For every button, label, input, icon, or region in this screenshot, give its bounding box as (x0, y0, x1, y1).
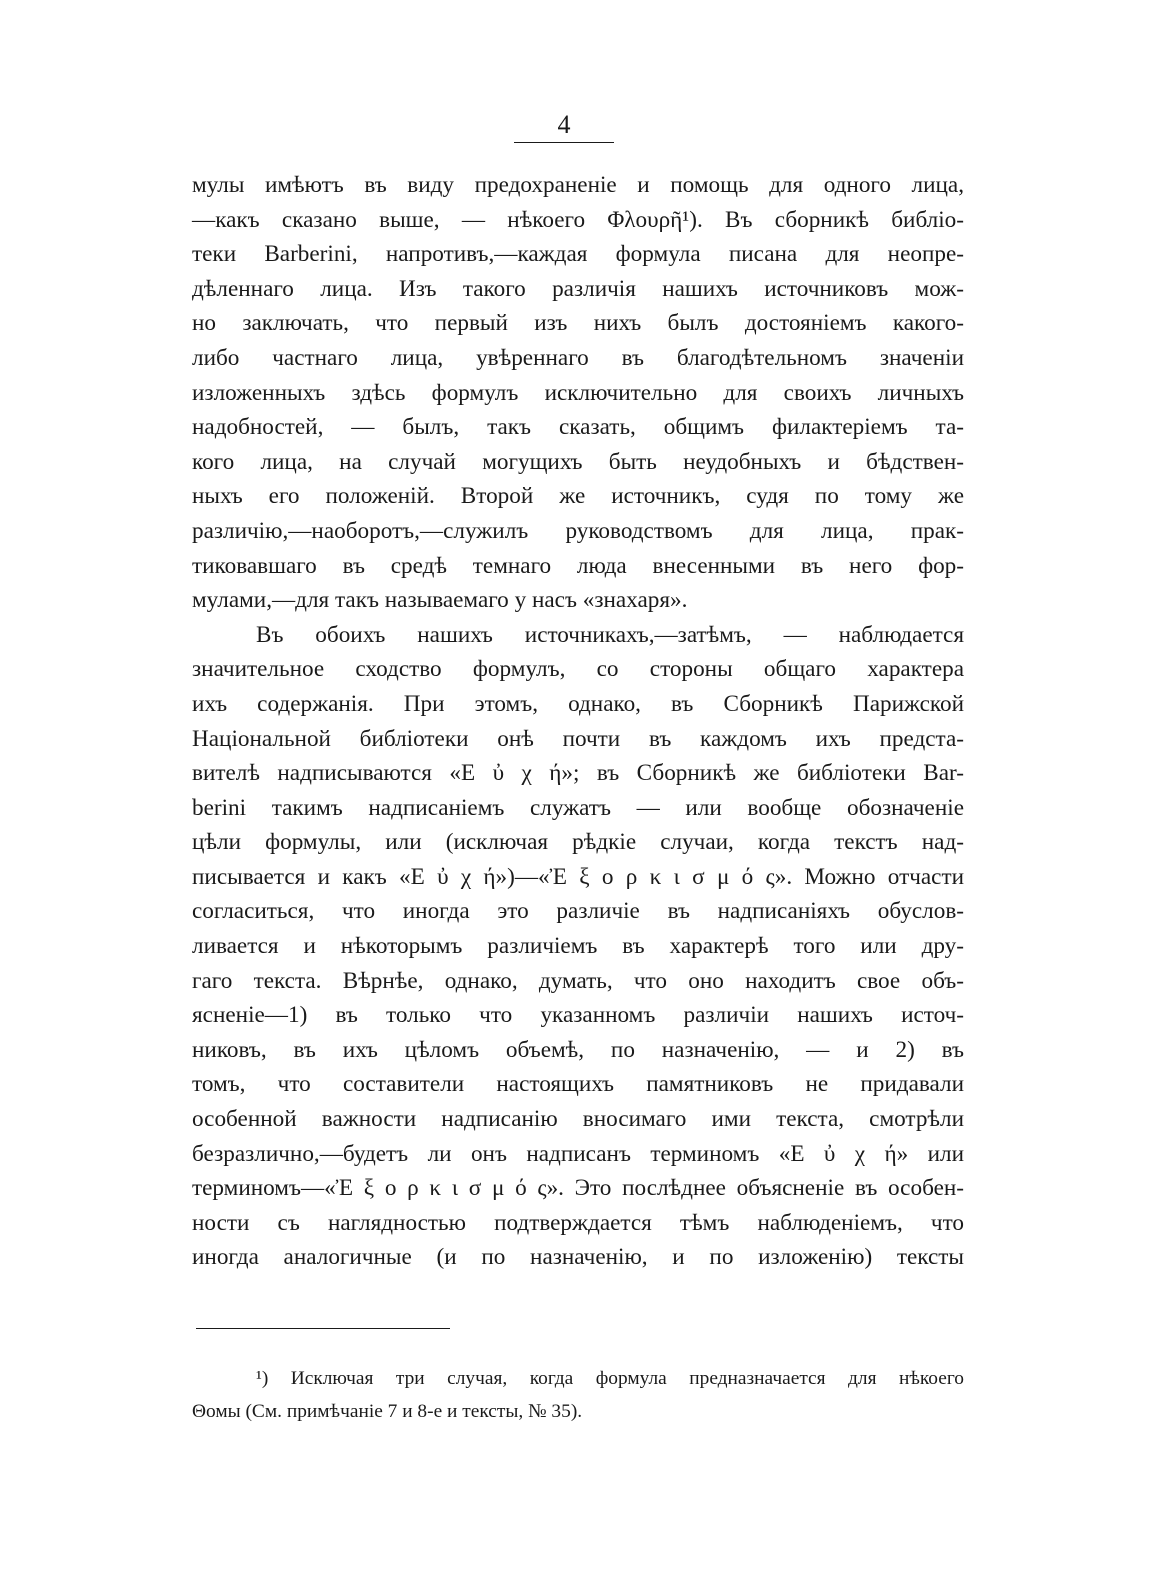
body-line: ности съ наглядностью подтверждается тѣмъ наблюденіемъ, что (192, 1209, 964, 1236)
body-line: цѣли формулы, или (исключая рѣдкіе случаи, когда текстъ над- (192, 829, 964, 856)
body-line: терминомъ—«Ἐ ξ ο ρ κ ι σ μ ό ς». Это послѣднее объясненіе въ особен- (192, 1175, 964, 1202)
body-line: томъ, что составители настоящихъ памятниковъ не придавали (192, 1071, 964, 1098)
body-line: Въ обоихъ нашихъ источникахъ,—затѣмъ, — наблюдается (256, 621, 964, 648)
body-line: ясненіе—1) въ только что указанномъ различіи нашихъ источ- (192, 1002, 964, 1029)
body-line: особенной важности надписанію вносимаго ими текста, смотрѣли (192, 1106, 964, 1133)
body-line: ливается и нѣкоторымъ различіемъ въ характерѣ того или дру- (192, 933, 964, 960)
body-line: согласиться, что иногда это различіе въ надписаніяхъ обуслов- (192, 898, 964, 925)
body-line: мулами,—для такъ называемаго у насъ «знахаря». (192, 587, 688, 614)
footnote (192, 1362, 964, 1428)
body-line: теки Barberini, напротивъ,—каждая формула писана для неопре- (192, 241, 964, 268)
body-line: иногда аналогичные (и по назначенію, и по изложенію) тексты (192, 1244, 964, 1271)
body-line: надобностей, — былъ, такъ сказать, общимъ филактеріемъ та- (192, 414, 964, 441)
footnote-line: ¹) Исключая три случая, когда формула предназначается для нѣкоего (256, 1368, 964, 1389)
body-line: ныхъ его положеній. Второй же источникъ, судя по тому же (192, 483, 964, 510)
page-number-rule (514, 142, 614, 143)
body-line: значительное сходство формулъ, со стороны общаго характера (192, 656, 964, 683)
body-line: —какъ сказано выше, — нѣкоего Φλουρῆ¹). Въ сборникѣ библіо- (192, 206, 964, 233)
body-text (192, 168, 964, 1275)
body-line: но заключать, что первый изъ нихъ былъ достояніемъ какого- (192, 310, 964, 337)
body-line: либо частнаго лица, увѣреннаго въ благодѣтельномъ значеніи (192, 344, 964, 371)
body-line: различію,—наоборотъ,—служилъ руководствомъ для лица, прак- (192, 517, 964, 544)
body-line: никовъ, въ ихъ цѣломъ объемѣ, по назначенію, — и 2) въ (192, 1036, 964, 1063)
body-line: безразлично,—будетъ ли онъ надписанъ терминомъ «Ε ὐ χ ή» или (192, 1140, 964, 1167)
body-line: berini такимъ надписаніемъ служатъ — или вообще обозначеніе (192, 794, 964, 821)
body-line: писывается и какъ «Ε ὐ χ ή»)—«Ἐ ξ ο ρ κ ι σ μ ό ς». Можно отчасти (192, 863, 964, 890)
body-line: тиковавшаго въ средѣ темнаго люда внесенными въ него фор- (192, 552, 964, 579)
body-line: дѣленнаго лица. Изъ такого различія нашихъ источниковъ мож- (192, 275, 964, 302)
page-number: 4 (557, 110, 571, 139)
body-line: гаго текста. Вѣрнѣе, однако, думать, что оно находитъ свое объ- (192, 967, 964, 994)
footnote-line: Θомы (См. примѣчаніе 7 и 8-е и тексты, № 35). (192, 1401, 583, 1422)
body-line: мулы имѣютъ въ виду предохраненіе и помощь для одного лица, (192, 172, 964, 198)
footnote-separator (196, 1328, 450, 1329)
body-line: вителѣ надписываются «Ε ὐ χ ή»; въ Сборникѣ же библіотеки Bar- (192, 760, 964, 787)
body-line: ихъ содержанія. При этомъ, однако, въ Сборникѣ Парижской (192, 690, 964, 717)
body-line: изложенныхъ здѣсь формулъ исключительно для своихъ личныхъ (192, 379, 964, 406)
body-line: кого лица, на случай могущихъ быть неудобныхъ и бѣдствен- (192, 448, 964, 475)
body-line: Національной библіотеки онѣ почти въ каждомъ ихъ предста- (192, 725, 964, 752)
